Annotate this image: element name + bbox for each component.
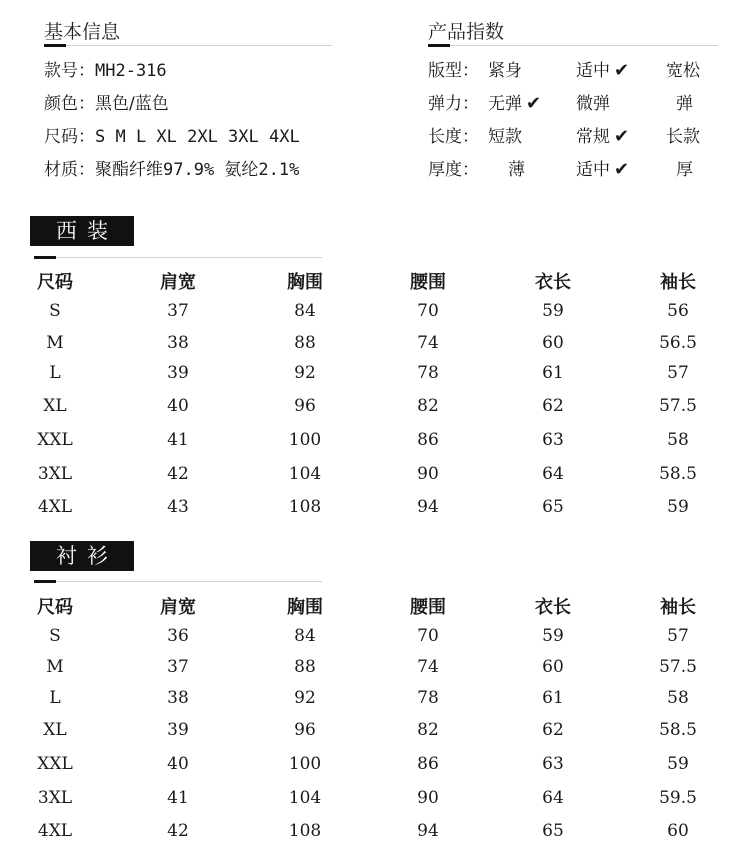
- table-cell: 84: [294, 301, 316, 321]
- table-cell: 4XL: [37, 821, 73, 841]
- checkmark-icon: ✔: [526, 93, 542, 114]
- table-cell: L: [49, 363, 61, 383]
- column-header: 袖长: [660, 272, 696, 293]
- table-cell: 108: [288, 497, 322, 517]
- option-text: 适中: [576, 61, 610, 81]
- table-cell: 38: [167, 333, 189, 353]
- table-cell: 58: [667, 688, 689, 708]
- table-cell: 36: [167, 626, 189, 646]
- table-cell: 59: [542, 301, 564, 321]
- table-cell: 63: [542, 430, 564, 450]
- option-text: 常规: [576, 127, 610, 147]
- basic-info-row: [44, 127, 300, 147]
- column-header: 尺码: [37, 272, 73, 293]
- checkmark-icon: ✔: [614, 159, 630, 180]
- product-index-label: 厚度：: [428, 160, 479, 180]
- product-index-option: [666, 127, 700, 147]
- product-index-label: 长度：: [428, 127, 479, 147]
- table-cell: 60: [542, 333, 564, 353]
- product-index-option: [576, 160, 629, 180]
- table-cell: 74: [417, 657, 439, 677]
- table-cell: 59: [667, 754, 689, 774]
- table-cell: 84: [294, 626, 316, 646]
- table-cell: 70: [417, 301, 439, 321]
- table-cell: 37: [167, 657, 189, 677]
- product-index-option: [488, 94, 541, 114]
- table-cell: 56: [667, 301, 689, 321]
- product-index-option: [676, 160, 693, 180]
- table-cell: 60: [667, 821, 689, 841]
- basic-info-value: S M L XL 2XL 3XL 4XL: [95, 127, 300, 147]
- checkmark-icon: ✔: [614, 126, 630, 147]
- table-cell: 90: [417, 788, 439, 808]
- table-cell: 65: [542, 497, 564, 517]
- underline-marker: [34, 256, 56, 259]
- table-cell: L: [49, 688, 61, 708]
- basic-info-title: 基本信息: [44, 21, 121, 43]
- column-header: 尺码: [37, 597, 73, 618]
- option-text: 适中: [576, 160, 610, 180]
- shirt-section-banner: 衬衫: [30, 541, 134, 571]
- basic-info-label: 尺码：: [44, 127, 95, 147]
- column-header: 袖长: [660, 597, 696, 618]
- table-cell: 94: [417, 497, 439, 517]
- table-cell: XXL: [37, 754, 73, 774]
- basic-info-underline: [44, 45, 332, 46]
- table-cell: 37: [167, 301, 189, 321]
- option-text: 宽松: [666, 61, 700, 81]
- option-text: 短款: [488, 127, 522, 147]
- product-index-option: [508, 160, 525, 180]
- suit-section-banner: 西装: [30, 216, 134, 246]
- table-cell: 92: [294, 688, 316, 708]
- basic-info-value: 黑色/蓝色: [95, 94, 169, 114]
- table-cell: 41: [167, 430, 189, 450]
- product-index-option: [576, 127, 629, 147]
- table-cell: 78: [417, 688, 439, 708]
- column-header: 胸围: [287, 272, 323, 293]
- table-cell: 42: [167, 464, 189, 484]
- table-cell: 60: [542, 657, 564, 677]
- table-cell: 108: [288, 821, 322, 841]
- suit-underline: [34, 257, 322, 258]
- table-cell: 57: [667, 626, 689, 646]
- underline-marker: [34, 580, 56, 583]
- product-index-label: 弹力：: [428, 94, 479, 114]
- option-text: 微弹: [576, 94, 610, 114]
- column-header: 肩宽: [160, 272, 196, 293]
- basic-info-row: [44, 160, 299, 180]
- table-cell: 56.5: [659, 333, 697, 353]
- table-cell: 58.5: [659, 464, 697, 484]
- underline-marker: [428, 44, 450, 47]
- table-cell: 62: [542, 720, 564, 740]
- table-cell: 57: [667, 363, 689, 383]
- table-cell: 57.5: [659, 396, 697, 416]
- table-cell: 58: [667, 430, 689, 450]
- product-index-option: [488, 127, 522, 147]
- table-cell: 58.5: [659, 720, 697, 740]
- table-cell: M: [46, 657, 64, 677]
- table-cell: 96: [294, 396, 316, 416]
- option-text: 薄: [508, 160, 525, 180]
- table-cell: 96: [294, 720, 316, 740]
- column-header: 胸围: [287, 597, 323, 618]
- product-index-label: 版型：: [428, 61, 479, 81]
- table-cell: M: [46, 333, 64, 353]
- product-index-option: [576, 61, 629, 81]
- table-cell: S: [49, 301, 61, 321]
- table-cell: 88: [294, 333, 316, 353]
- product-index-option: [488, 61, 522, 81]
- underline-marker: [44, 44, 66, 47]
- shirt-underline: [34, 581, 322, 582]
- table-cell: 61: [542, 363, 564, 383]
- table-cell: 64: [542, 788, 564, 808]
- table-cell: 104: [288, 464, 322, 484]
- table-cell: 100: [288, 430, 322, 450]
- table-cell: 59.5: [659, 788, 697, 808]
- column-header: 衣长: [535, 272, 571, 293]
- option-text: 弹: [676, 94, 693, 114]
- table-cell: 40: [167, 754, 189, 774]
- table-cell: 90: [417, 464, 439, 484]
- table-cell: 100: [288, 754, 322, 774]
- table-cell: XL: [43, 720, 67, 740]
- table-cell: 43: [167, 497, 189, 517]
- table-cell: 92: [294, 363, 316, 383]
- option-text: 无弹: [488, 94, 522, 114]
- product-index-option: [576, 94, 610, 114]
- table-cell: 4XL: [37, 497, 73, 517]
- table-cell: 70: [417, 626, 439, 646]
- column-header: 腰围: [410, 272, 446, 293]
- table-cell: 3XL: [37, 788, 73, 808]
- table-cell: 59: [667, 497, 689, 517]
- table-cell: 38: [167, 688, 189, 708]
- product-index-underline: [428, 45, 718, 46]
- option-text: 长款: [666, 127, 700, 147]
- basic-info-value: MH2-316: [95, 61, 167, 81]
- table-cell: 86: [417, 754, 439, 774]
- basic-info-row: [44, 94, 169, 114]
- table-cell: 39: [167, 720, 189, 740]
- table-cell: XL: [43, 396, 67, 416]
- table-cell: 61: [542, 688, 564, 708]
- basic-info-label: 颜色：: [44, 94, 95, 114]
- product-index-option: [666, 61, 700, 81]
- basic-info-row: [44, 61, 167, 81]
- table-cell: 78: [417, 363, 439, 383]
- table-cell: 94: [417, 821, 439, 841]
- table-cell: 82: [417, 720, 439, 740]
- table-cell: XXL: [37, 430, 73, 450]
- table-cell: 86: [417, 430, 439, 450]
- table-cell: 62: [542, 396, 564, 416]
- product-index-title: 产品指数: [428, 21, 505, 43]
- table-cell: 42: [167, 821, 189, 841]
- column-header: 肩宽: [160, 597, 196, 618]
- table-cell: 74: [417, 333, 439, 353]
- table-cell: 39: [167, 363, 189, 383]
- table-cell: 104: [288, 788, 322, 808]
- table-cell: 64: [542, 464, 564, 484]
- table-cell: 88: [294, 657, 316, 677]
- table-cell: 65: [542, 821, 564, 841]
- table-cell: 59: [542, 626, 564, 646]
- option-text: 厚: [676, 160, 693, 180]
- table-cell: 40: [167, 396, 189, 416]
- table-cell: 63: [542, 754, 564, 774]
- table-cell: S: [49, 626, 61, 646]
- table-cell: 3XL: [37, 464, 73, 484]
- table-cell: 82: [417, 396, 439, 416]
- table-cell: 41: [167, 788, 189, 808]
- column-header: 衣长: [535, 597, 571, 618]
- table-cell: 57.5: [659, 657, 697, 677]
- option-text: 紧身: [488, 61, 522, 81]
- checkmark-icon: ✔: [614, 60, 630, 81]
- basic-info-label: 材质：: [44, 160, 95, 180]
- product-index-option: [676, 94, 693, 114]
- basic-info-label: 款号：: [44, 61, 95, 81]
- column-header: 腰围: [410, 597, 446, 618]
- basic-info-value: 聚酯纤维97.9% 氨纶2.1%: [95, 160, 300, 180]
